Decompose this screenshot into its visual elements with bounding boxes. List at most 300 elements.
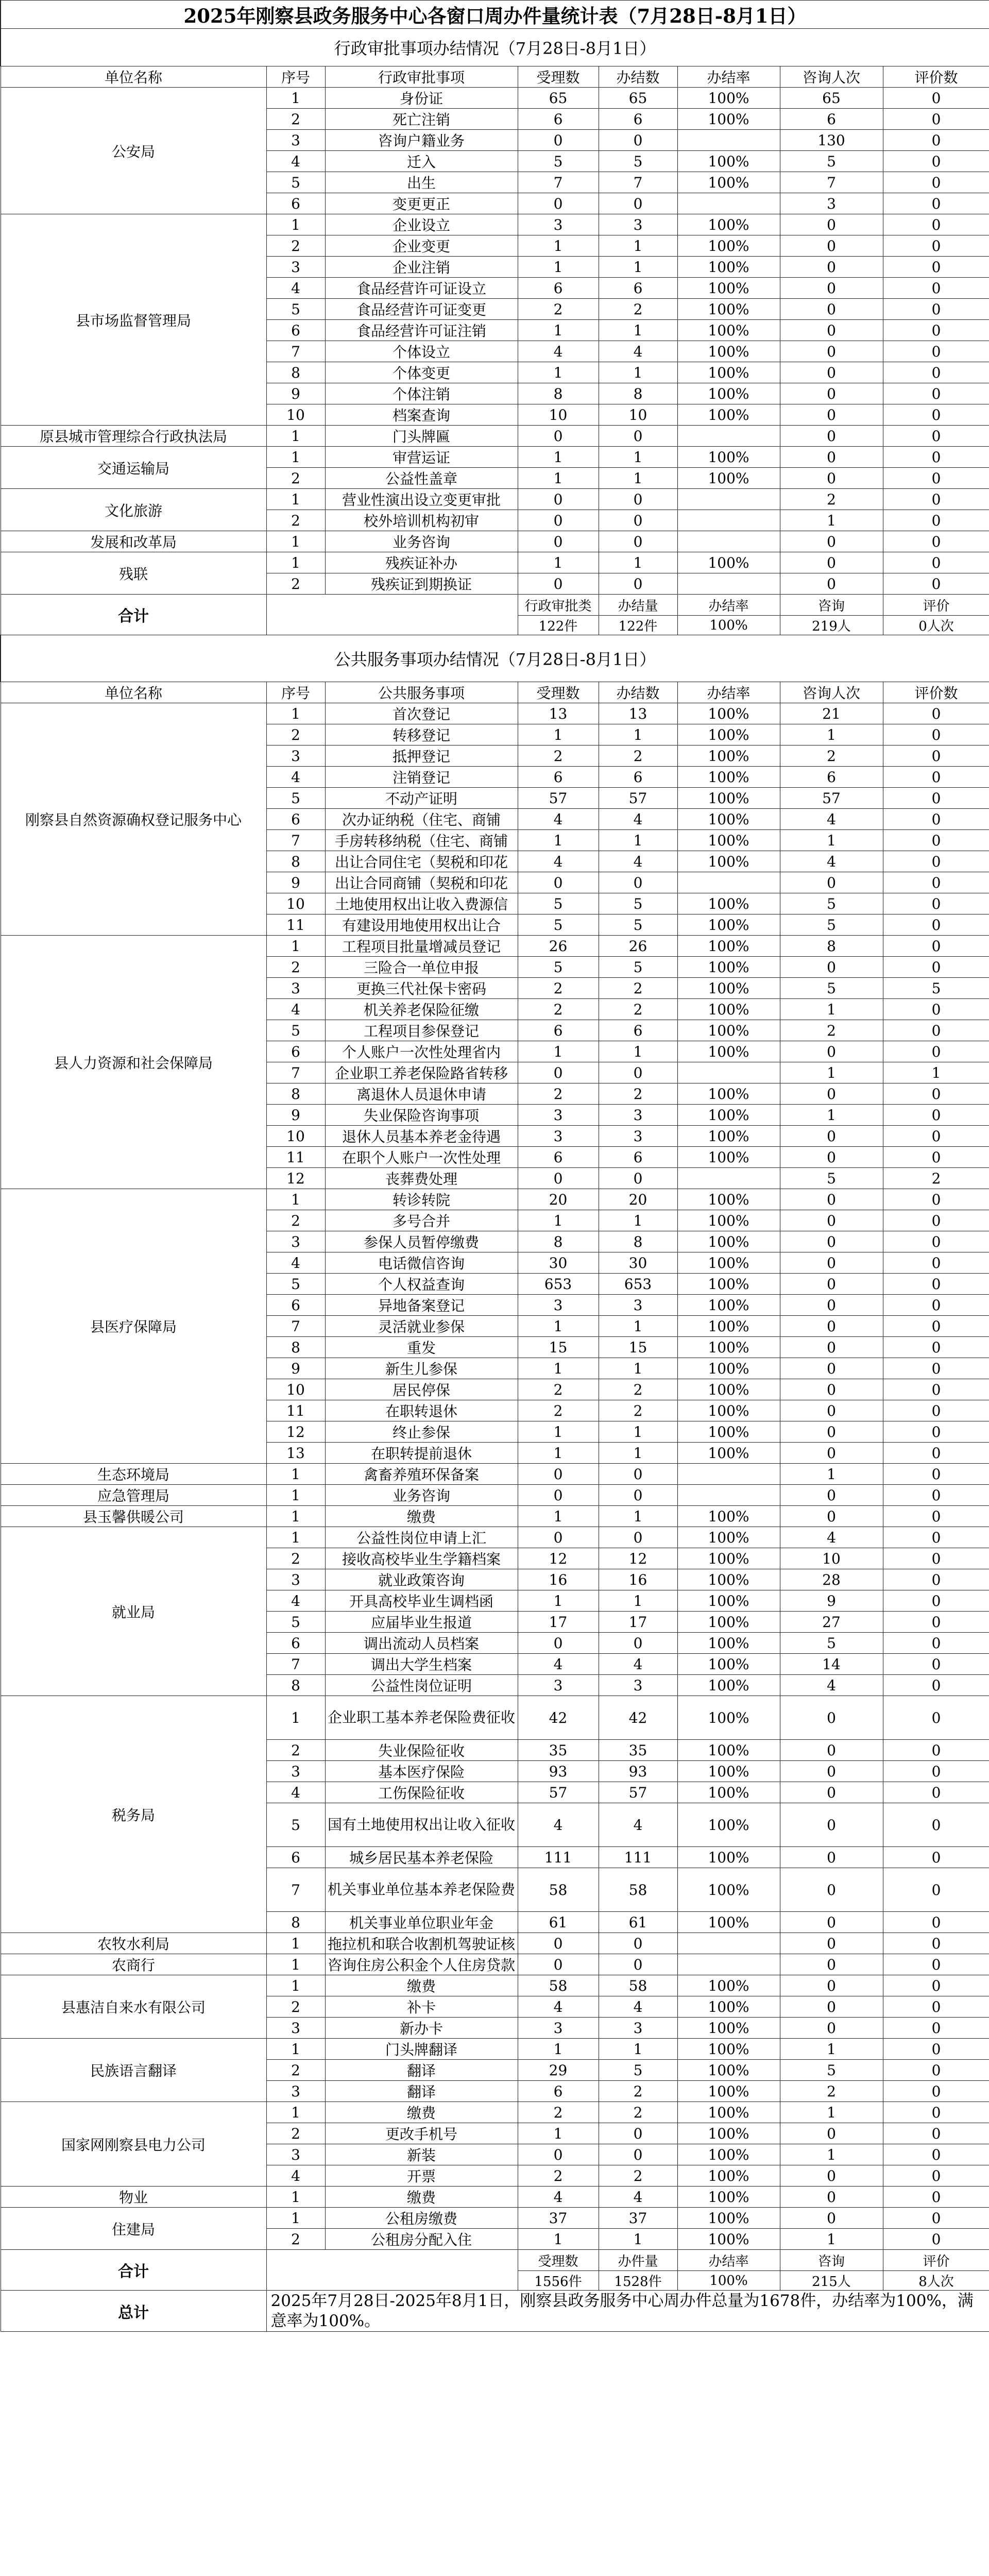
completed-count: 17 [599, 1612, 677, 1633]
rating-count: 0 [883, 1443, 989, 1464]
completed-count: 2 [599, 1083, 677, 1105]
item-name: 公益性岗位证明 [325, 1675, 518, 1696]
consult-count: 0 [780, 320, 883, 341]
rating-count: 0 [883, 872, 989, 893]
completion-rate: 100% [677, 1252, 780, 1274]
accepted-count: 0 [518, 573, 599, 595]
consult-count: 0 [780, 1337, 883, 1358]
column-header: 受理数 [518, 682, 599, 703]
item-name: 转诊转院 [325, 1189, 518, 1210]
row-index: 4 [266, 1782, 325, 1803]
completed-count: 4 [599, 809, 677, 830]
accepted-count: 6 [518, 1020, 599, 1041]
completion-rate: 100% [677, 2123, 780, 2144]
rating-count: 0 [883, 88, 989, 109]
completion-rate: 100% [677, 2208, 780, 2229]
item-name: 变更更正 [325, 193, 518, 214]
item-name: 更换三代社保卡密码 [325, 978, 518, 999]
column-header: 办结率 [677, 682, 780, 703]
row-index: 7 [266, 341, 325, 362]
accepted-count: 3 [518, 1675, 599, 1696]
row-index: 6 [266, 809, 325, 830]
row-index: 1 [266, 489, 325, 510]
item-name: 食品经营许可证变更 [325, 299, 518, 320]
consult-count: 0 [780, 1252, 883, 1274]
row-index: 1 [266, 1975, 325, 1996]
rating-count: 0 [883, 1126, 989, 1147]
table-row [1, 2039, 989, 2060]
item-name: 身份证 [325, 88, 518, 109]
accepted-count: 6 [518, 767, 599, 788]
consult-count: 5 [780, 1168, 883, 1189]
total-column-header: 咨询 [780, 595, 883, 616]
admin-section-heading: 行政审批事项办结情况（7月28日-8月1日） [1, 29, 989, 66]
completion-rate: 100% [677, 2165, 780, 2187]
row-index: 5 [266, 788, 325, 809]
accepted-count: 6 [518, 2081, 599, 2102]
rating-count: 0 [883, 468, 989, 489]
rating-count: 0 [883, 2229, 989, 2250]
row-index: 3 [266, 2018, 325, 2039]
summary-row [1, 2291, 989, 2332]
completed-count: 111 [599, 1847, 677, 1868]
row-index: 12 [266, 1168, 325, 1189]
completion-rate: 100% [677, 2102, 780, 2123]
completed-count: 16 [599, 1569, 677, 1590]
completion-rate: 100% [677, 936, 780, 957]
item-name: 业务咨询 [325, 531, 518, 552]
consult-count: 5 [780, 914, 883, 936]
completed-count: 35 [599, 1740, 677, 1761]
completion-rate: 100% [677, 2144, 780, 2165]
consult-count: 0 [780, 1379, 883, 1400]
completed-count: 0 [599, 1933, 677, 1954]
completed-count: 93 [599, 1761, 677, 1782]
consult-count: 0 [780, 1912, 883, 1933]
consult-count: 1 [780, 1464, 883, 1485]
completed-count: 2 [599, 1400, 677, 1421]
accepted-count: 4 [518, 851, 599, 872]
completion-rate: 100% [677, 88, 780, 109]
consult-count: 0 [780, 299, 883, 320]
accepted-count: 4 [518, 1996, 599, 2018]
rating-count: 0 [883, 130, 989, 151]
item-name: 居民停保 [325, 1379, 518, 1400]
completion-rate [677, 510, 780, 531]
accepted-count: 1 [518, 1358, 599, 1379]
completion-rate: 100% [677, 724, 780, 745]
rating-count: 0 [883, 745, 989, 767]
consult-count: 0 [780, 1803, 883, 1847]
consult-count: 0 [780, 362, 883, 383]
completion-rate: 100% [677, 1337, 780, 1358]
consult-count: 4 [780, 851, 883, 872]
consult-count: 0 [780, 1083, 883, 1105]
row-index: 3 [266, 257, 325, 278]
table-row [1, 552, 989, 573]
row-index: 2 [266, 573, 325, 595]
accepted-count: 26 [518, 936, 599, 957]
rating-count: 0 [883, 1506, 989, 1527]
admin-header-row [1, 66, 989, 88]
item-name: 翻译 [325, 2060, 518, 2081]
column-header: 评价数 [883, 66, 989, 88]
completed-count: 0 [599, 872, 677, 893]
consult-count: 0 [780, 426, 883, 447]
row-index: 1 [266, 2039, 325, 2060]
consult-count: 2 [780, 745, 883, 767]
row-index: 1 [266, 1527, 325, 1548]
completion-rate: 100% [677, 767, 780, 788]
item-name: 缴费 [325, 2102, 518, 2123]
accepted-count: 1 [518, 1041, 599, 1062]
total-header-row [1, 595, 989, 616]
row-index: 4 [266, 151, 325, 172]
row-index: 7 [266, 1868, 325, 1912]
summary-label: 总计 [1, 2291, 266, 2332]
completion-rate: 100% [677, 1041, 780, 1062]
completed-count: 0 [599, 489, 677, 510]
unit-name: 交通运输局 [1, 447, 266, 489]
completed-count: 3 [599, 1675, 677, 1696]
rating-count: 0 [883, 1782, 989, 1803]
accepted-count: 30 [518, 1252, 599, 1274]
item-name: 出让合同住宅（契税和印花 [325, 851, 518, 872]
completed-count: 6 [599, 109, 677, 130]
completed-count: 1 [599, 1590, 677, 1612]
completion-rate: 100% [677, 978, 780, 999]
unit-name: 生态环境局 [1, 1464, 266, 1485]
item-name: 门头牌翻译 [325, 2039, 518, 2060]
completed-count: 37 [599, 2208, 677, 2229]
completed-count: 65 [599, 88, 677, 109]
rating-count: 0 [883, 383, 989, 404]
consult-count: 0 [780, 1506, 883, 1527]
row-index: 2 [266, 2123, 325, 2144]
table-row [1, 88, 989, 109]
rating-count: 0 [883, 1189, 989, 1210]
completed-count: 42 [599, 1696, 677, 1740]
completed-count: 6 [599, 278, 677, 299]
rating-count: 0 [883, 1041, 989, 1062]
rating-count: 0 [883, 2039, 989, 2060]
rating-count: 0 [883, 1485, 989, 1506]
consult-count: 0 [780, 235, 883, 257]
consult-count: 1 [780, 1062, 883, 1083]
rating-count: 0 [883, 1210, 989, 1231]
accepted-count: 0 [518, 2144, 599, 2165]
rating-count: 0 [883, 2144, 989, 2165]
accepted-count: 0 [518, 872, 599, 893]
item-name: 接收高校毕业生学籍档案 [325, 1548, 518, 1569]
consult-count: 0 [780, 1295, 883, 1316]
row-index: 2 [266, 1548, 325, 1569]
item-name: 终止参保 [325, 1421, 518, 1443]
row-index: 1 [266, 2102, 325, 2123]
row-index: 1 [266, 2187, 325, 2208]
accepted-count: 1 [518, 1421, 599, 1443]
item-name: 翻译 [325, 2081, 518, 2102]
rating-count: 0 [883, 2018, 989, 2039]
accepted-count: 12 [518, 1548, 599, 1569]
table-row [1, 936, 989, 957]
item-name: 更改手机号 [325, 2123, 518, 2144]
unit-name: 应急管理局 [1, 1485, 266, 1506]
row-index: 2 [266, 957, 325, 978]
completed-count: 5 [599, 2060, 677, 2081]
consult-count: 0 [780, 2165, 883, 2187]
row-index: 1 [266, 214, 325, 235]
total-value: 1556件 [518, 2271, 599, 2291]
completion-rate: 100% [677, 703, 780, 724]
row-index: 1 [266, 1933, 325, 1954]
row-index: 4 [266, 1252, 325, 1274]
rating-count: 0 [883, 172, 989, 193]
column-header: 单位名称 [1, 682, 266, 703]
completion-rate: 100% [677, 299, 780, 320]
row-index: 10 [266, 404, 325, 426]
rating-count: 0 [883, 341, 989, 362]
completed-count: 0 [599, 1954, 677, 1975]
rating-count: 0 [883, 1740, 989, 1761]
rating-count: 0 [883, 109, 989, 130]
completion-rate: 100% [677, 2187, 780, 2208]
rating-count: 0 [883, 809, 989, 830]
total-column-header: 办结率 [677, 2250, 780, 2271]
completion-rate [677, 531, 780, 552]
table-row [1, 1527, 989, 1548]
unit-name: 县市场监督管理局 [1, 214, 266, 426]
row-index: 10 [266, 893, 325, 914]
consult-count: 5 [780, 893, 883, 914]
completed-count: 1 [599, 447, 677, 468]
row-index: 1 [266, 1696, 325, 1740]
item-name: 出让合同商铺（契税和印花 [325, 872, 518, 893]
row-index: 5 [266, 1020, 325, 1041]
row-index: 9 [266, 1105, 325, 1126]
consult-count: 4 [780, 1527, 883, 1548]
accepted-count: 16 [518, 1569, 599, 1590]
consult-count: 0 [780, 1996, 883, 2018]
row-index: 9 [266, 872, 325, 893]
rating-count: 0 [883, 531, 989, 552]
completed-count: 57 [599, 788, 677, 809]
item-name: 个体设立 [325, 341, 518, 362]
total-label: 合计 [1, 595, 266, 635]
completed-count: 1 [599, 235, 677, 257]
row-index: 6 [266, 320, 325, 341]
rating-count: 0 [883, 893, 989, 914]
row-index: 5 [266, 1803, 325, 1847]
completion-rate: 100% [677, 1696, 780, 1740]
table-row [1, 426, 989, 447]
completion-rate: 100% [677, 1633, 780, 1654]
rating-count: 0 [883, 914, 989, 936]
accepted-count: 0 [518, 130, 599, 151]
unit-name: 物业 [1, 2187, 266, 2208]
completed-count: 8 [599, 383, 677, 404]
item-name: 开票 [325, 2165, 518, 2187]
item-name: 基本医疗保险 [325, 1761, 518, 1782]
consult-count: 0 [780, 1933, 883, 1954]
accepted-count: 1 [518, 257, 599, 278]
consult-count: 8 [780, 936, 883, 957]
consult-count: 6 [780, 767, 883, 788]
completion-rate: 100% [677, 214, 780, 235]
completion-rate [677, 489, 780, 510]
row-index: 9 [266, 383, 325, 404]
completed-count: 0 [599, 193, 677, 214]
completed-count: 0 [599, 1168, 677, 1189]
table-row [1, 2208, 989, 2229]
rating-count: 0 [883, 2060, 989, 2081]
total-column-header: 评价 [883, 595, 989, 616]
unit-name: 就业局 [1, 1527, 266, 1696]
accepted-count: 1 [518, 2039, 599, 2060]
rating-count: 0 [883, 510, 989, 531]
row-index: 1 [266, 703, 325, 724]
accepted-count: 0 [518, 1527, 599, 1548]
completed-count: 1 [599, 362, 677, 383]
accepted-count: 0 [518, 1933, 599, 1954]
total-blank [266, 2250, 518, 2291]
consult-count: 1 [780, 2229, 883, 2250]
row-index: 11 [266, 914, 325, 936]
table-row [1, 2187, 989, 2208]
completed-count: 5 [599, 957, 677, 978]
consult-count: 28 [780, 1569, 883, 1590]
rating-count: 2 [883, 1168, 989, 1189]
item-name: 多号合并 [325, 1210, 518, 1231]
completion-rate: 100% [677, 1231, 780, 1252]
rating-count: 0 [883, 1548, 989, 1569]
completed-count: 4 [599, 2187, 677, 2208]
row-index: 1 [266, 447, 325, 468]
accepted-count: 0 [518, 489, 599, 510]
completed-count: 3 [599, 2018, 677, 2039]
rating-count: 0 [883, 1633, 989, 1654]
rating-count: 0 [883, 573, 989, 595]
item-name: 工程项目批量增减员登记 [325, 936, 518, 957]
row-index: 7 [266, 1654, 325, 1675]
completion-rate: 100% [677, 235, 780, 257]
rating-count: 0 [883, 1020, 989, 1041]
accepted-count: 5 [518, 957, 599, 978]
column-header: 单位名称 [1, 66, 266, 88]
rating-count: 0 [883, 2187, 989, 2208]
completed-count: 0 [599, 2144, 677, 2165]
row-index: 3 [266, 1761, 325, 1782]
completion-rate: 100% [677, 2060, 780, 2081]
accepted-count: 1 [518, 1210, 599, 1231]
item-name: 不动产证明 [325, 788, 518, 809]
rating-count: 0 [883, 1975, 989, 1996]
consult-count: 4 [780, 1675, 883, 1696]
completion-rate: 100% [677, 745, 780, 767]
completion-rate: 100% [677, 447, 780, 468]
rating-count: 0 [883, 1654, 989, 1675]
completed-count: 15 [599, 1337, 677, 1358]
consult-count: 0 [780, 1954, 883, 1975]
table-row [1, 2102, 989, 2123]
rating-count: 0 [883, 767, 989, 788]
completed-count: 1 [599, 1041, 677, 1062]
completed-count: 0 [599, 2123, 677, 2144]
accepted-count: 3 [518, 2018, 599, 2039]
rating-count: 0 [883, 151, 989, 172]
completion-rate [677, 130, 780, 151]
rating-count: 0 [883, 703, 989, 724]
unit-name: 文化旅游 [1, 489, 266, 531]
completion-rate: 100% [677, 809, 780, 830]
row-index: 8 [266, 1675, 325, 1696]
completed-count: 3 [599, 214, 677, 235]
item-name: 次办证纳税（住宅、商铺 [325, 809, 518, 830]
consult-count: 0 [780, 214, 883, 235]
row-index: 2 [266, 2060, 325, 2081]
row-index: 8 [266, 1083, 325, 1105]
item-name: 就业政策咨询 [325, 1569, 518, 1590]
completed-count: 1 [599, 320, 677, 341]
completion-rate: 100% [677, 1083, 780, 1105]
consult-count: 0 [780, 1421, 883, 1443]
completion-rate: 100% [677, 1912, 780, 1933]
consult-count: 65 [780, 88, 883, 109]
completion-rate: 100% [677, 1548, 780, 1569]
consult-count: 1 [780, 1105, 883, 1126]
accepted-count: 0 [518, 1485, 599, 1506]
accepted-count: 3 [518, 1295, 599, 1316]
accepted-count: 4 [518, 341, 599, 362]
total-value: 219人 [780, 616, 883, 635]
completion-rate: 100% [677, 2081, 780, 2102]
accepted-count: 58 [518, 1868, 599, 1912]
completion-rate: 100% [677, 1847, 780, 1868]
row-index: 1 [266, 1506, 325, 1527]
unit-name: 县惠洁自来水有限公司 [1, 1975, 266, 2039]
consult-count: 0 [780, 1189, 883, 1210]
item-name: 在职转提前退休 [325, 1443, 518, 1464]
accepted-count: 0 [518, 531, 599, 552]
rating-count: 0 [883, 1464, 989, 1485]
row-index: 4 [266, 999, 325, 1020]
item-name: 公租房缴费 [325, 2208, 518, 2229]
row-index: 5 [266, 172, 325, 193]
completed-count: 2 [599, 999, 677, 1020]
completion-rate: 100% [677, 957, 780, 978]
accepted-count: 65 [518, 88, 599, 109]
completion-rate [677, 872, 780, 893]
completed-count: 1 [599, 2229, 677, 2250]
rating-count: 0 [883, 1933, 989, 1954]
completed-count: 1 [599, 468, 677, 489]
rating-count: 0 [883, 489, 989, 510]
item-name: 手房转移纳税（住宅、商铺 [325, 830, 518, 851]
row-index: 7 [266, 1062, 325, 1083]
row-index: 3 [266, 978, 325, 999]
item-name: 死亡注销 [325, 109, 518, 130]
completed-count: 1 [599, 1421, 677, 1443]
completed-count: 4 [599, 1996, 677, 2018]
accepted-count: 2 [518, 1083, 599, 1105]
completion-rate: 100% [677, 1569, 780, 1590]
rating-count: 0 [883, 936, 989, 957]
row-index: 2 [266, 724, 325, 745]
completed-count: 1 [599, 257, 677, 278]
consult-count: 0 [780, 341, 883, 362]
completed-count: 2 [599, 2081, 677, 2102]
row-index: 7 [266, 1316, 325, 1337]
